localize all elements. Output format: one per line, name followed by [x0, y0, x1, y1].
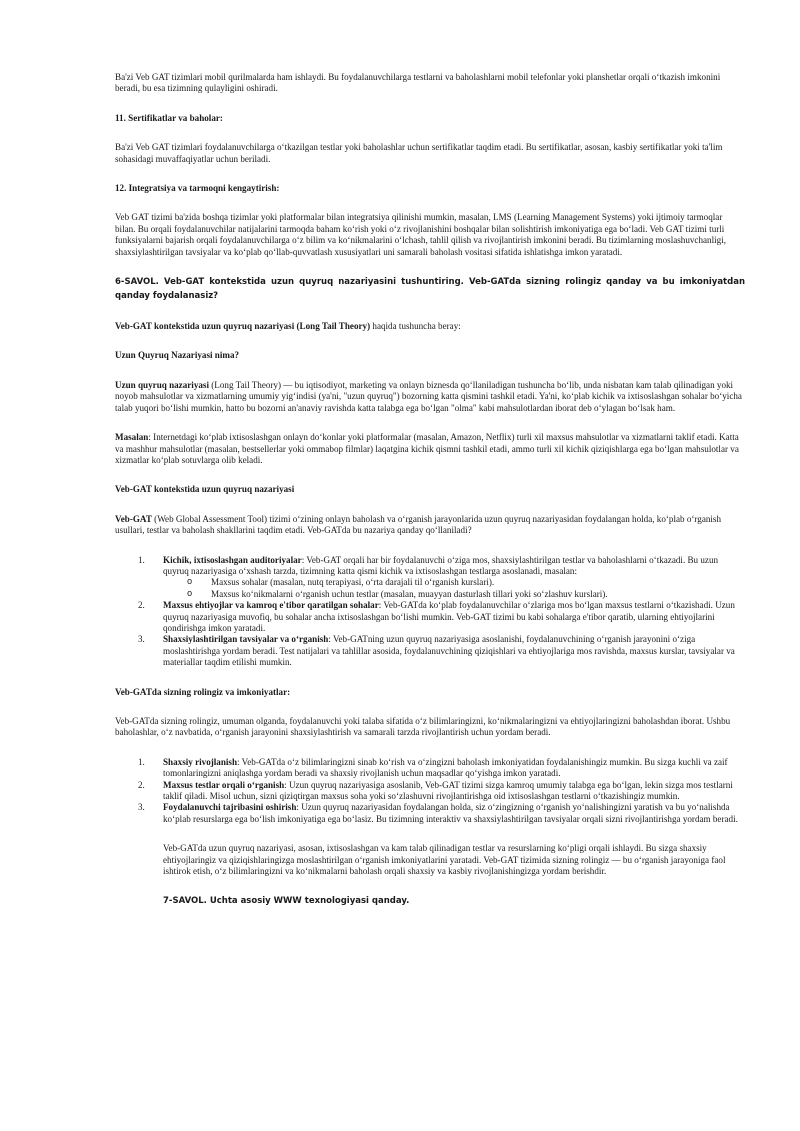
- example-rest: : Internetdagi koʻplab ixtisoslashgan onlayn doʻkonlar yoki platformalar (masalan, Amazon, Netflix) turli xil maxsus mahsulotlar va xizmatlarni taklif etadi. Katta va mashhur mahsulotlar (masalan, bestsellerlar yoki ommabop filmlar) laqatgina kichik qismni tashkil etadi, ammo turli xil kichik qiziqishlarga ega boʻlgan mahsulotlar va xizmatlar koʻplab sotuvlarga olib keladi.: [115, 432, 739, 465]
- intro-paragraph: [115, 321, 745, 332]
- sub-list-text: Maxsus sohalar (masalan, nutq terapiyasi, oʻrta darajali til oʻrganish kurslari).: [211, 577, 495, 588]
- example-paragraph: [115, 432, 745, 466]
- definition-paragraph: [115, 380, 745, 414]
- list-number: 3.: [138, 802, 145, 813]
- list-number: 1.: [138, 554, 145, 565]
- paragraph-certificates: Ba'zi Veb GAT tizimlari foydalanuvchilarga oʻtkazilgan testlar yoki baholashlar uchun sertifikatlar taqdim etadi. Bu sertifikatlar, asosan, kasbiy sertifikatlar yoki ta'lim sohasidagi muvaffaqiyatlar uchun beriladi.: [115, 142, 723, 164]
- list-item: [115, 600, 745, 634]
- heading-what-is: Uzun Quyruq Nazariyasi nima?: [115, 350, 240, 361]
- list-item-text: : Veb-GATning uzun quyruq nazariyasiga asoslanishi, foydalanuvchining oʻrganish jarayonini oʻziga moslashtirishga yordam beradi. Test natijalari va tahlillar asosida, foydalanuvchining qiziqishlari va ehtiyojlariga mos ravishda, maxsus kurslar, tavsiyalar va materiallar taqdim etilishi mumkin.: [163, 634, 735, 668]
- list-item: [115, 780, 745, 803]
- intro-bold: Veb-GAT kontekstida uzun quyruq nazariyasi (Long Tail Theory): [115, 321, 371, 332]
- list-item-bold: Maxsus testlar orqali oʻrganish: [163, 779, 285, 790]
- heading-role: Veb-GATda sizning rolingiz va imkoniyatlar:: [115, 686, 291, 697]
- numbered-list-role: [115, 757, 745, 825]
- list-item: [115, 757, 745, 780]
- heading-integration: 12. Integratsiya va tarmoqni kengaytirish:: [115, 183, 280, 194]
- list-item: [115, 555, 745, 601]
- list-number: 3.: [138, 634, 145, 645]
- list-number: 1.: [138, 756, 145, 767]
- list-item-bold: Foydalanuvchi tajribasini oshirish: [163, 802, 297, 813]
- list-item-text: : Veb-GAT orqali har bir foydalanuvchi oʻziga mos, shaxsiylashtirilgan testlar va baholashlarni oʻtkazadi. Bu uzun quyruq nazariyasiga oʻxshash tarzda, tizimning katta qismi kichik va ixtisoslashgan testlarga asoslanadi, masalan:: [163, 554, 719, 576]
- bullet-o-icon: o: [187, 577, 193, 588]
- document-page: [115, 72, 745, 909]
- list-item-bold: Shaxsiy rivojlanish: [163, 756, 238, 767]
- example-bold: Masalan: [115, 432, 149, 443]
- sub-list: [163, 577, 745, 600]
- bullet-o-icon: o: [187, 588, 193, 599]
- context-paragraph: [115, 514, 745, 537]
- heading-context: Veb-GAT kontekstida uzun quyruq nazariyasi: [115, 484, 295, 495]
- context-bold: Veb-GAT: [115, 513, 152, 524]
- sub-list-text: Maxsus koʻnikmalarni oʻrganish uchun testlar (masalan, muayyan dasturlash tillari yoki soʻzlashuv kurslari).: [211, 588, 608, 599]
- intro-rest: haqida tushuncha beray:: [370, 321, 461, 332]
- list-item: [115, 634, 745, 668]
- list-item-text: : Veb-GATda oʻz bilimlaringizni sinab koʻrish va oʻzingizni baholash imkoniyatidan foydalanishingiz mumkin. Bu sizga kuchli va zaif tomonlaringizni aniqlashga yordam beradi va shaxsiy rivojlanish uchun maqsadlar qoʻyishga imkon yaratadi.: [163, 756, 728, 779]
- heading-certificates: 11. Sertifikatlar va baholar:: [115, 112, 223, 123]
- sub-list-item: [163, 589, 745, 600]
- list-item-bold: Kichik, ixtisoslashgan auditoriyalar: [163, 554, 302, 565]
- list-number: 2.: [138, 600, 145, 611]
- list-number: 2.: [138, 779, 145, 790]
- list-item-text: : Veb-GATda koʻplab foydalanuvchilar oʻzlariga mos boʻlgan maxsus testlarni oʻtkazishadi. Uzun quyruq nazariyasiga muvofiq, bu sohalar ancha ixtisoslashgan boʻlishi mumkin. Veb-GAT tizimi bu kabi sohalarga e'tibor qaratib, ularning ehtiyojlarini qondirishga imkon yaratadi.: [163, 600, 735, 633]
- list-item-bold: Shaxsiylashtirilgan tavsiyalar va oʻrganish: [163, 634, 329, 645]
- list-item-bold: Maxsus ehtiyojlar va kamroq e'tibor qaratilgan sohalar: [163, 600, 379, 611]
- paragraph-mobile: Ba'zi Veb GAT tizimlari mobil qurilmalarda ham ishlaydi. Bu foydalanuvchilarga testlarni va baholashlarni mobil telefonlar yoki planshetlar orqali oʻtkazish imkonini beradi, bu esa tizimning qulayligini oshiradi.: [115, 72, 721, 94]
- sub-list-item: [163, 577, 745, 588]
- numbered-list-theory: [115, 555, 745, 669]
- definition-rest: (Long Tail Theory) — bu iqtisodiyot, marketing va onlayn biznesda qoʻllaniladigan tushuncha boʻlib, unda nisbatan kam talab qilinadigan yoki noyob mahsulotlar va xizmatlarning umumiy yigʻindisi (ya'ni, "uzun quyruq") bozorning katta qismini tashkil etadi. Ya'ni, koʻplab kichik va ixtisoslashgan sohalar boʻyicha talab yuqori boʻlishi mumkin, hatto bu bozorni an'anaviy ravishda katta talabga ega boʻlgan "olma" kabi mahsulotlardan iborat deb oʻylagan boʻlsak ham.: [115, 379, 742, 413]
- role-paragraph: Veb-GATda sizning rolingiz, umuman olganda, foydalanuvchi yoki talaba sifatida oʻz bilimlaringizni, koʻnikmalaringizni va ehtiyojlaringizni baholashdan iborat. Ushbu baholashlar, oʻz navbatida, oʻrganish jarayonini shaxsiylashtirish va samarali tarzda rivojlantirish uchun yordam beradi.: [115, 716, 731, 738]
- list-item-text: : Uzun quyruq nazariyasiga asoslanib, Veb-GAT tizimi sizga kamroq umumiy talabga ega boʻlgan, lekin sizga mos testlarni taklif qiladi. Misol uchun, sizni qiziqtirgan maxsus soha yoki soʻzlashuvni rivojlantirishga oid ixtisoslashgan testlarni oʻtkazishingiz mumkin.: [163, 779, 733, 802]
- paragraph-integration: Veb GAT tizimi ba'zida boshqa tizimlar yoki platformalar bilan integratsiya qilinishi mumkin, masalan, LMS (Learning Management Systems) yoki ijtimoiy tarmoqlar bilan. Bu orqali foydalanuvchilar natijalarini tarmoqda baham koʻrish yoki oʻz rivojlanishini boshqalar bilan solishtirish imkoniyatiga ega boʻladi. Veb GAT tizimi turli funksiyalarni bajarish orqali foydalanuvchilarga oʻz bilim va koʻnikmalarini oʻlchash, tahlil qilish va rivojlantirish imkonini beradi. Bu tizimlarning moslashuvchanligi, shaxsiylashtirilgan tavsiyalar va koʻplab qoʻllab-quvvatlash xususiyatlari uni samarali baholash vositasi sifatida ishlatishga imkon yaratadi.: [115, 212, 726, 257]
- context-rest: (Web Global Assessment Tool) tizimi oʻzining onlayn baholash va oʻrganish jarayonlarida uzun quyruq nazariyasidan foydalangan holda, koʻplab oʻrganish usullari, testlar va baholash shakllarini taqdim etadi. Veb-GATda bu nazariya qanday qoʻllaniladi?: [115, 513, 722, 536]
- question-7: 7-SAVOL. Uchta asosiy WWW texnologiyasi qanday.: [163, 896, 410, 907]
- list-item-text: : Uzun quyruq nazariyasidan foydalangan holda, siz oʻzingizning oʻrganish yoʻnalishingizni yaratish va bu yoʻnalishda koʻplab resurslarga ega boʻlish imkoniyatiga ega boʻlasiz. Bu tizimning interaktiv va shaxsiylashtirilgan tavsiyalar orqali sizni rivojlantirishga yordam beradi.: [163, 802, 738, 824]
- list-item: [115, 802, 745, 825]
- definition-bold: Uzun quyruq nazariyasi: [115, 379, 209, 390]
- closing-paragraph: Veb-GATda uzun quyruq nazariyasi, asosan, ixtisoslashgan va kam talab qilinadigan testlar va resurslarning koʻpligi orqali ishlaydi. Bu sizga shaxsiy ehtiyojlaringiz va qiziqishlaringizga moslashtirilgan oʻrganish imkoniyatlarini yaratadi. Veb-GAT tizimida sizning rolingiz — bu oʻrganish jarayoniga faol ishtirok etish, oʻz bilimlaringizni va koʻnikmalarni baholash orqali shaxsiy va kasbiy rivojlanishingizga yordam berishdir.: [163, 843, 726, 877]
- question-6: 6-SAVOL. Veb-GAT kontekstida uzun quyruq nazariyasini tushuntiring. Veb-GATda sizning rolingiz qanday va bu imkoniyatdan qanday foydalanasiz?: [115, 277, 745, 301]
